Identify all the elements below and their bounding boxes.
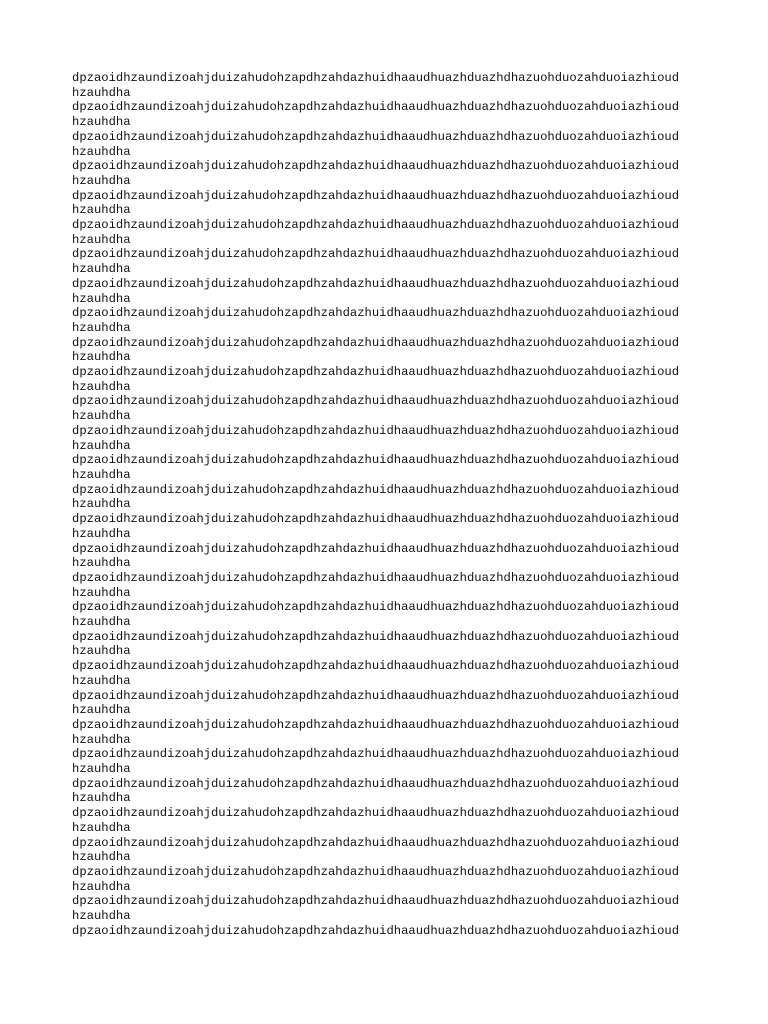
paragraph: dpzaoidhzaundizoahjduizahudohzapdhzahdazhuidhaaudhuazhduazhdhazuohduozahduoiazhioud hzauhdha <box>72 776 680 806</box>
paragraph: dpzaoidhzaundizoahjduizahudohzapdhzahdazhuidhaaudhuazhduazhdhazuohduozahduoiazhioud hzauhdha <box>72 864 680 894</box>
paragraph: dpzaoidhzaundizoahjduizahudohzapdhzahdazhuidhaaudhuazhduazhdhazuohduozahduoiazhioud hzauhdha <box>72 688 680 718</box>
paragraph: dpzaoidhzaundizoahjduizahudohzapdhzahdazhuidhaaudhuazhduazhdhazuohduozahduoiazhioud hzauhdha <box>72 306 680 335</box>
paragraph: dpzaoidhzaundizoahjduizahudohzapdhzahdazhuidhaaudhuazhduazhdhazuohduozahduoiazhioud hzauhdha <box>72 894 680 924</box>
paragraph: dpzaoidhzaundizoahjduizahudohzapdhzahdazhuidhaaudhuazhduazhdhazuohduozahduoiazhioud hzauhdha <box>72 629 680 659</box>
paragraph: dpzaoidhzaundizoahjduizahudohzapdhzahdazhuidhaaudhuazhduazhdhazuohduozahduoiazhioud hzauhdha <box>72 276 680 306</box>
paragraph: dpzaoidhzaundizoahjduizahudohzapdhzahdazhuidhaaudhuazhduazhdhazuohduozahduoiazhioud hzauhdha <box>72 129 680 159</box>
paragraph: dpzaoidhzaundizoahjduizahudohzapdhzahdazhuidhaaudhuazhduazhdhazuohduozahduoiazhioud hzauhdha <box>72 218 680 247</box>
paragraph: dpzaoidhzaundizoahjduizahudohzapdhzahdazhuidhaaudhuazhduazhdhazuohduozahduoiazhioud hzauhdha <box>72 600 680 630</box>
paragraph: dpzaoidhzaundizoahjduizahudohzapdhzahdazhuidhaaudhuazhduazhdhazuohduozahduoiazhioud hzauhdha <box>72 188 680 218</box>
paragraph: dpzaoidhzaundizoahjduizahudohzapdhzahdazhuidhaaudhuazhduazhdhazuohduozahduoiazhioud hzauhdha <box>72 835 680 865</box>
paragraph: dpzaoidhzaundizoahjduizahudohzapdhzahdazhuidhaaudhuazhduazhdhazuohduozahduoiazhioud <box>72 923 680 938</box>
paragraph: dpzaoidhzaundizoahjduizahudohzapdhzahdazhuidhaaudhuazhduazhdhazuohduozahduoiazhioud hzauhdha <box>72 159 680 188</box>
paragraph: dpzaoidhzaundizoahjduizahudohzapdhzahdazhuidhaaudhuazhduazhdhazuohduozahduoiazhioud hzauhdha <box>72 512 680 541</box>
paragraph: dpzaoidhzaundizoahjduizahudohzapdhzahdazhuidhaaudhuazhduazhdhazuohduozahduoiazhioud hzauhdha <box>72 482 680 512</box>
paragraph: dpzaoidhzaundizoahjduizahudohzapdhzahdazhuidhaaudhuazhduazhdhazuohduozahduoiazhioud hzauhdha <box>72 71 680 100</box>
paragraph: dpzaoidhzaundizoahjduizahudohzapdhzahdazhuidhaaudhuazhduazhdhazuohduozahduoiazhioud hzauhdha <box>72 453 680 482</box>
paragraph: dpzaoidhzaundizoahjduizahudohzapdhzahdazhuidhaaudhuazhduazhdhazuohduozahduoiazhioud hzauhdha <box>72 100 680 130</box>
paragraph: dpzaoidhzaundizoahjduizahudohzapdhzahdazhuidhaaudhuazhduazhdhazuohduozahduoiazhioud hzauhdha <box>72 394 680 424</box>
paragraph: dpzaoidhzaundizoahjduizahudohzapdhzahdazhuidhaaudhuazhduazhdhazuohduozahduoiazhioud hzauhdha <box>72 806 680 835</box>
paragraph: dpzaoidhzaundizoahjduizahudohzapdhzahdazhuidhaaudhuazhduazhdhazuohduozahduoiazhioud hzauhdha <box>72 335 680 365</box>
document-page <box>72 71 712 938</box>
paragraph: dpzaoidhzaundizoahjduizahudohzapdhzahdazhuidhaaudhuazhduazhdhazuohduozahduoiazhioud hzauhdha <box>72 717 680 747</box>
paragraph: dpzaoidhzaundizoahjduizahudohzapdhzahdazhuidhaaudhuazhduazhdhazuohduozahduoiazhioud hzauhdha <box>72 247 680 277</box>
paragraph: dpzaoidhzaundizoahjduizahudohzapdhzahdazhuidhaaudhuazhduazhdhazuohduozahduoiazhioud hzauhdha <box>72 365 680 394</box>
paragraph: dpzaoidhzaundizoahjduizahudohzapdhzahdazhuidhaaudhuazhduazhdhazuohduozahduoiazhioud hzauhdha <box>72 659 680 688</box>
paragraph: dpzaoidhzaundizoahjduizahudohzapdhzahdazhuidhaaudhuazhduazhdhazuohduozahduoiazhioud hzauhdha <box>72 747 680 777</box>
paragraph: dpzaoidhzaundizoahjduizahudohzapdhzahdazhuidhaaudhuazhduazhdhazuohduozahduoiazhioud hzauhdha <box>72 423 680 453</box>
paragraph: dpzaoidhzaundizoahjduizahudohzapdhzahdazhuidhaaudhuazhduazhdhazuohduozahduoiazhioud hzauhdha <box>72 570 680 600</box>
paragraph: dpzaoidhzaundizoahjduizahudohzapdhzahdazhuidhaaudhuazhduazhdhazuohduozahduoiazhioud hzauhdha <box>72 541 680 571</box>
